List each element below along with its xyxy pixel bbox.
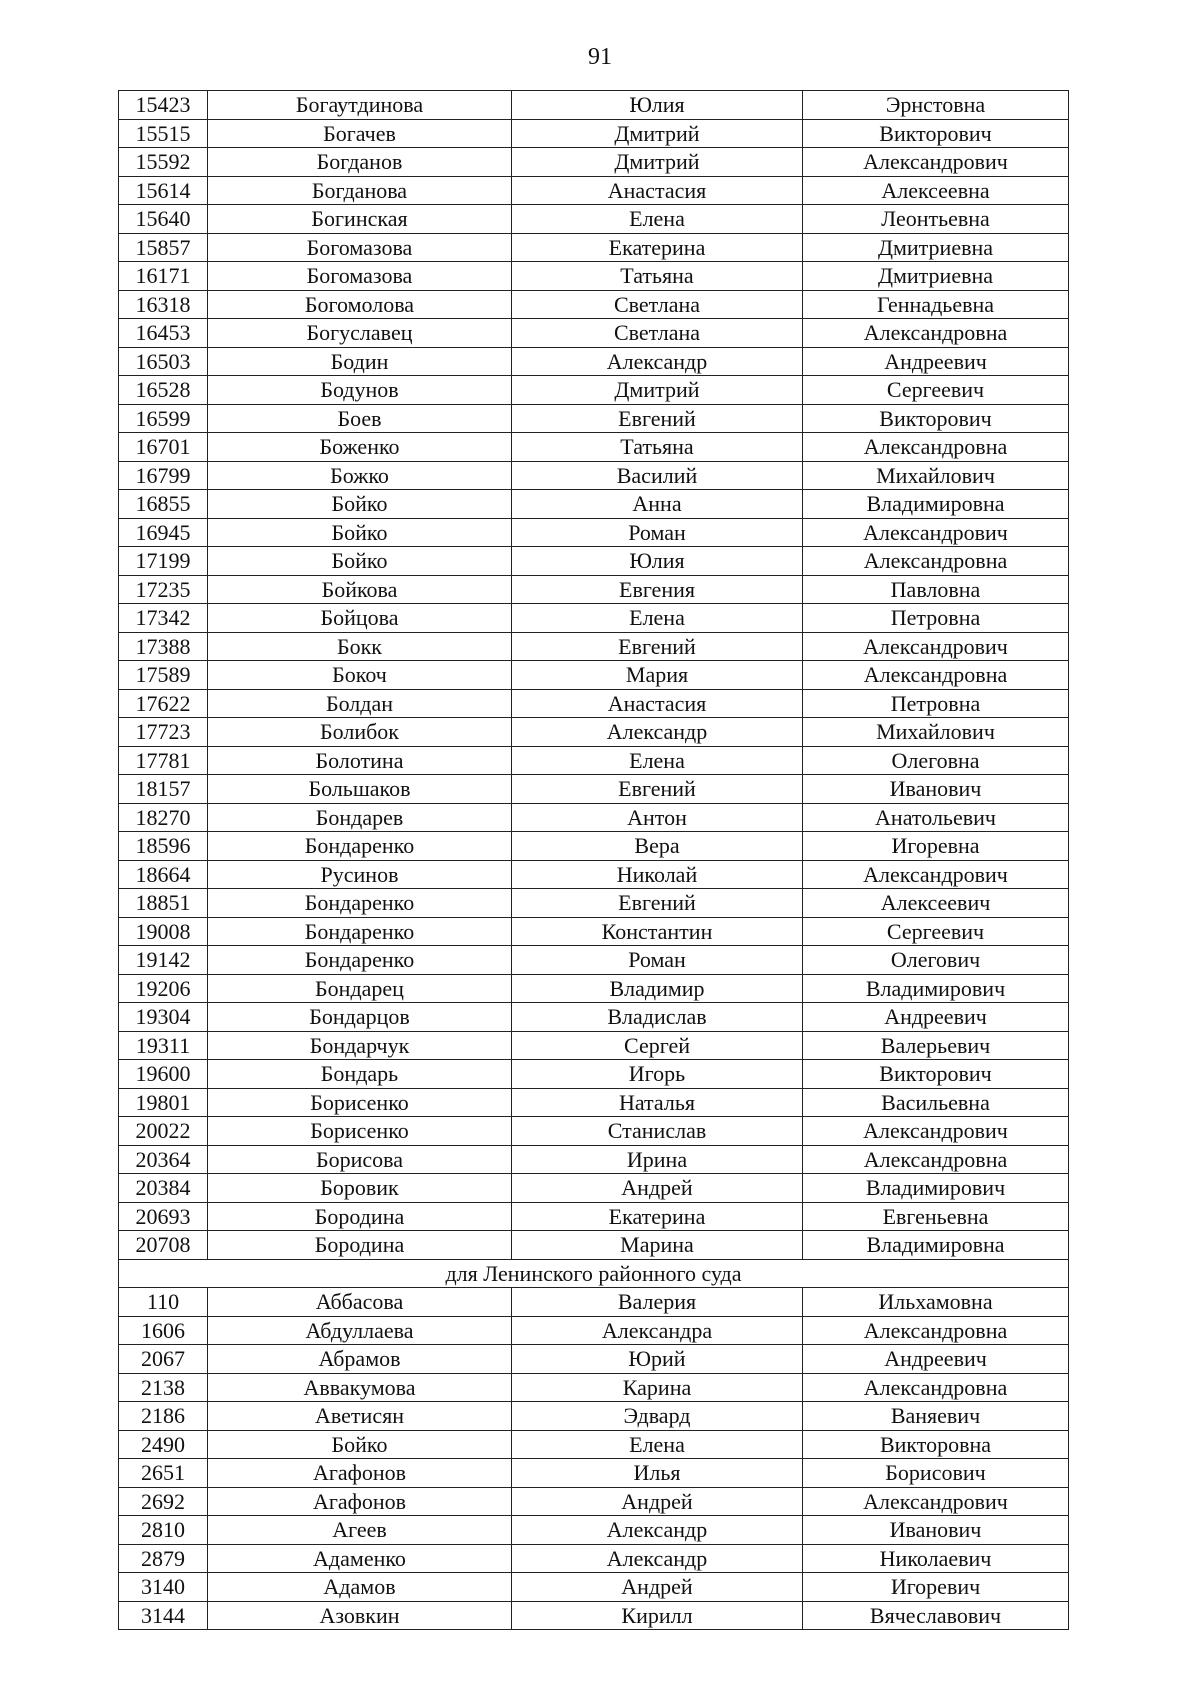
last-name-cell: Богомазова <box>208 233 512 262</box>
first-name-cell: Евгения <box>512 575 803 604</box>
list-number-cell: 110 <box>119 1288 208 1317</box>
table-row <box>119 1402 1069 1431</box>
first-name-cell: Андрей <box>512 1487 803 1516</box>
list-number-cell: 15857 <box>119 233 208 262</box>
last-name-cell: Бондарцов <box>208 1003 512 1032</box>
table-row <box>119 176 1069 205</box>
first-name-cell: Андрей <box>512 1174 803 1203</box>
table-row <box>119 376 1069 405</box>
list-number-cell: 17622 <box>119 689 208 718</box>
last-name-cell: Бодин <box>208 347 512 376</box>
page-number: 91 <box>588 44 612 70</box>
patronymic-cell: Викторович <box>803 119 1069 148</box>
patronymic-cell: Александрович <box>803 860 1069 889</box>
list-number-cell: 16171 <box>119 262 208 291</box>
patronymic-cell: Олеговна <box>803 746 1069 775</box>
table-row <box>119 290 1069 319</box>
last-name-cell: Боев <box>208 404 512 433</box>
table-row <box>119 1231 1069 1260</box>
first-name-cell: Светлана <box>512 290 803 319</box>
list-number-cell: 2067 <box>119 1345 208 1374</box>
last-name-cell: Бойко <box>208 547 512 576</box>
list-number-cell: 3144 <box>119 1601 208 1630</box>
first-name-cell: Николай <box>512 860 803 889</box>
first-name-cell: Дмитрий <box>512 119 803 148</box>
list-number-cell: 17781 <box>119 746 208 775</box>
patronymic-cell: Викторович <box>803 1060 1069 1089</box>
first-name-cell: Илья <box>512 1459 803 1488</box>
list-number-cell: 19142 <box>119 946 208 975</box>
last-name-cell: Адаменко <box>208 1544 512 1573</box>
table-row <box>119 205 1069 234</box>
patronymic-cell: Ваняевич <box>803 1402 1069 1431</box>
patronymic-cell: Борисович <box>803 1459 1069 1488</box>
patronymic-cell: Олегович <box>803 946 1069 975</box>
table-row <box>119 1088 1069 1117</box>
patronymic-cell: Сергеевич <box>803 376 1069 405</box>
last-name-cell: Бойцова <box>208 604 512 633</box>
patronymic-cell: Викторовна <box>803 1430 1069 1459</box>
table-row <box>119 1031 1069 1060</box>
list-number-cell: 16453 <box>119 319 208 348</box>
table-row <box>119 1601 1069 1630</box>
patronymic-cell: Михайлович <box>803 718 1069 747</box>
table-row <box>119 347 1069 376</box>
patronymic-cell: Александрович <box>803 148 1069 177</box>
last-name-cell: Абрамов <box>208 1345 512 1374</box>
last-name-cell: Агафонов <box>208 1487 512 1516</box>
list-number-cell: 2810 <box>119 1516 208 1545</box>
patronymic-cell: Владимировна <box>803 490 1069 519</box>
first-name-cell: Эдвард <box>512 1402 803 1431</box>
table-row <box>119 119 1069 148</box>
first-name-cell: Валерия <box>512 1288 803 1317</box>
list-number-cell: 19304 <box>119 1003 208 1032</box>
first-name-cell: Мария <box>512 661 803 690</box>
patronymic-cell: Александрович <box>803 518 1069 547</box>
list-number-cell: 17235 <box>119 575 208 604</box>
first-name-cell: Дмитрий <box>512 376 803 405</box>
list-number-cell: 16503 <box>119 347 208 376</box>
table-row <box>119 433 1069 462</box>
patronymic-cell: Владимировна <box>803 1231 1069 1260</box>
last-name-cell: Боженко <box>208 433 512 462</box>
table-row <box>119 1288 1069 1317</box>
list-number-cell: 19311 <box>119 1031 208 1060</box>
first-name-cell: Карина <box>512 1373 803 1402</box>
first-name-cell: Юлия <box>512 91 803 120</box>
last-name-cell: Богданова <box>208 176 512 205</box>
last-name-cell: Богуславец <box>208 319 512 348</box>
first-name-cell: Андрей <box>512 1573 803 1602</box>
table-row <box>119 832 1069 861</box>
patronymic-cell: Валерьевич <box>803 1031 1069 1060</box>
table-row <box>119 718 1069 747</box>
last-name-cell: Божко <box>208 461 512 490</box>
first-name-cell: Юлия <box>512 547 803 576</box>
list-number-cell: 16599 <box>119 404 208 433</box>
patronymic-cell: Васильевна <box>803 1088 1069 1117</box>
list-number-cell: 16945 <box>119 518 208 547</box>
last-name-cell: Бойко <box>208 518 512 547</box>
table-row <box>119 404 1069 433</box>
patronymic-cell: Алексеевна <box>803 176 1069 205</box>
first-name-cell: Александра <box>512 1316 803 1345</box>
list-number-cell: 18851 <box>119 889 208 918</box>
first-name-cell: Владимир <box>512 974 803 1003</box>
last-name-cell: Бондарев <box>208 803 512 832</box>
list-number-cell: 20022 <box>119 1117 208 1146</box>
patronymic-cell: Сергеевич <box>803 917 1069 946</box>
patronymic-cell: Эрнстовна <box>803 91 1069 120</box>
first-name-cell: Елена <box>512 1430 803 1459</box>
table-row <box>119 1487 1069 1516</box>
list-number-cell: 19008 <box>119 917 208 946</box>
first-name-cell: Анастасия <box>512 176 803 205</box>
table-row <box>119 1516 1069 1545</box>
first-name-cell: Антон <box>512 803 803 832</box>
table-row <box>119 604 1069 633</box>
last-name-cell: Болдан <box>208 689 512 718</box>
table-row <box>119 689 1069 718</box>
patronymic-cell: Александровна <box>803 433 1069 462</box>
last-name-cell: Богданов <box>208 148 512 177</box>
last-name-cell: Бондарец <box>208 974 512 1003</box>
list-number-cell: 17342 <box>119 604 208 633</box>
list-number-cell: 15592 <box>119 148 208 177</box>
list-number-cell: 16855 <box>119 490 208 519</box>
patronymic-cell: Леонтьевна <box>803 205 1069 234</box>
first-name-cell: Юрий <box>512 1345 803 1374</box>
list-number-cell: 15614 <box>119 176 208 205</box>
last-name-cell: Богаутдинова <box>208 91 512 120</box>
table-row <box>119 1430 1069 1459</box>
list-number-cell: 2879 <box>119 1544 208 1573</box>
table-row <box>119 262 1069 291</box>
last-name-cell: Абдуллаева <box>208 1316 512 1345</box>
table-row <box>119 1003 1069 1032</box>
patronymic-cell: Андреевич <box>803 1003 1069 1032</box>
table-row <box>119 746 1069 775</box>
patronymic-cell: Александровна <box>803 319 1069 348</box>
patronymic-cell: Викторович <box>803 404 1069 433</box>
patronymic-cell: Александрович <box>803 1487 1069 1516</box>
patronymic-cell: Иванович <box>803 775 1069 804</box>
last-name-cell: Азовкин <box>208 1601 512 1630</box>
last-name-cell: Бойкова <box>208 575 512 604</box>
patronymic-cell: Иванович <box>803 1516 1069 1545</box>
patronymic-cell: Александровна <box>803 661 1069 690</box>
first-name-cell: Марина <box>512 1231 803 1260</box>
table-row <box>119 1544 1069 1573</box>
last-name-cell: Русинов <box>208 860 512 889</box>
last-name-cell: Бородина <box>208 1231 512 1260</box>
table-row <box>119 91 1069 120</box>
patronymic-cell: Андреевич <box>803 347 1069 376</box>
last-name-cell: Бондаренко <box>208 946 512 975</box>
table-row <box>119 1316 1069 1345</box>
table-row <box>119 661 1069 690</box>
patronymic-cell: Алексеевич <box>803 889 1069 918</box>
list-number-cell: 20384 <box>119 1174 208 1203</box>
last-name-cell: Бондарь <box>208 1060 512 1089</box>
first-name-cell: Василий <box>512 461 803 490</box>
last-name-cell: Агафонов <box>208 1459 512 1488</box>
first-name-cell: Екатерина <box>512 233 803 262</box>
table-row <box>119 575 1069 604</box>
table-row <box>119 1145 1069 1174</box>
patronymic-cell: Александровна <box>803 1373 1069 1402</box>
table-row <box>119 1459 1069 1488</box>
first-name-cell: Анастасия <box>512 689 803 718</box>
last-name-cell: Болотина <box>208 746 512 775</box>
first-name-cell: Анна <box>512 490 803 519</box>
table-row <box>119 946 1069 975</box>
table-row <box>119 233 1069 262</box>
list-number-cell: 2138 <box>119 1373 208 1402</box>
list-number-cell: 3140 <box>119 1573 208 1602</box>
first-name-cell: Екатерина <box>512 1202 803 1231</box>
patronymic-cell: Александрович <box>803 1117 1069 1146</box>
list-number-cell: 17199 <box>119 547 208 576</box>
list-number-cell: 18664 <box>119 860 208 889</box>
last-name-cell: Аббасова <box>208 1288 512 1317</box>
table-row <box>119 1573 1069 1602</box>
list-number-cell: 1606 <box>119 1316 208 1345</box>
list-number-cell: 16799 <box>119 461 208 490</box>
first-name-cell: Татьяна <box>512 262 803 291</box>
list-number-cell: 2186 <box>119 1402 208 1431</box>
patronymic-cell: Вячеславович <box>803 1601 1069 1630</box>
table-row <box>119 917 1069 946</box>
table-row <box>119 1345 1069 1374</box>
table-row <box>119 632 1069 661</box>
first-name-cell: Елена <box>512 205 803 234</box>
patronymic-cell: Михайлович <box>803 461 1069 490</box>
last-name-cell: Бодунов <box>208 376 512 405</box>
table-row <box>119 974 1069 1003</box>
patronymic-cell: Александрович <box>803 632 1069 661</box>
first-name-cell: Елена <box>512 746 803 775</box>
patronymic-cell: Павловна <box>803 575 1069 604</box>
list-number-cell: 17723 <box>119 718 208 747</box>
table-row <box>119 1202 1069 1231</box>
last-name-cell: Болибок <box>208 718 512 747</box>
first-name-cell: Станислав <box>512 1117 803 1146</box>
first-name-cell: Александр <box>512 347 803 376</box>
table-row <box>119 1174 1069 1203</box>
patronymic-cell: Александровна <box>803 1145 1069 1174</box>
last-name-cell: Борисенко <box>208 1088 512 1117</box>
last-name-cell: Боровик <box>208 1174 512 1203</box>
last-name-cell: Бородина <box>208 1202 512 1231</box>
table-row <box>119 889 1069 918</box>
patronymic-cell: Андреевич <box>803 1345 1069 1374</box>
list-number-cell: 16318 <box>119 290 208 319</box>
patronymic-cell: Петровна <box>803 689 1069 718</box>
patronymic-cell: Петровна <box>803 604 1069 633</box>
first-name-cell: Кирилл <box>512 1601 803 1630</box>
last-name-cell: Богомазова <box>208 262 512 291</box>
list-number-cell: 15515 <box>119 119 208 148</box>
patronymic-cell: Ильхамовна <box>803 1288 1069 1317</box>
first-name-cell: Светлана <box>512 319 803 348</box>
last-name-cell: Агеев <box>208 1516 512 1545</box>
last-name-cell: Адамов <box>208 1573 512 1602</box>
first-name-cell: Александр <box>512 1544 803 1573</box>
list-number-cell: 15423 <box>119 91 208 120</box>
table-row <box>119 1373 1069 1402</box>
table-row <box>119 1060 1069 1089</box>
first-name-cell: Евгений <box>512 632 803 661</box>
list-number-cell: 18596 <box>119 832 208 861</box>
first-name-cell: Игорь <box>512 1060 803 1089</box>
first-name-cell: Александр <box>512 1516 803 1545</box>
patronymic-cell: Геннадьевна <box>803 290 1069 319</box>
first-name-cell: Владислав <box>512 1003 803 1032</box>
table-row <box>119 490 1069 519</box>
first-name-cell: Наталья <box>512 1088 803 1117</box>
last-name-cell: Аввакумова <box>208 1373 512 1402</box>
last-name-cell: Бойко <box>208 1430 512 1459</box>
section-heading-row <box>119 1259 1069 1288</box>
first-name-cell: Ирина <box>512 1145 803 1174</box>
patronymic-cell: Анатольевич <box>803 803 1069 832</box>
list-number-cell: 17589 <box>119 661 208 690</box>
list-number-cell: 16701 <box>119 433 208 462</box>
table-row <box>119 775 1069 804</box>
last-name-cell: Бойко <box>208 490 512 519</box>
section-heading: для Ленинского районного суда <box>119 1259 1069 1288</box>
patronymic-cell: Владимирович <box>803 1174 1069 1203</box>
last-name-cell: Бондарчук <box>208 1031 512 1060</box>
list-number-cell: 2490 <box>119 1430 208 1459</box>
table-row <box>119 860 1069 889</box>
list-number-cell: 2692 <box>119 1487 208 1516</box>
table-row <box>119 148 1069 177</box>
table-row <box>119 1117 1069 1146</box>
table-row <box>119 803 1069 832</box>
first-name-cell: Александр <box>512 718 803 747</box>
first-name-cell: Сергей <box>512 1031 803 1060</box>
patronymic-cell: Игоревна <box>803 832 1069 861</box>
first-name-cell: Роман <box>512 518 803 547</box>
first-name-cell: Елена <box>512 604 803 633</box>
table-row <box>119 518 1069 547</box>
last-name-cell: Бокоч <box>208 661 512 690</box>
first-name-cell: Татьяна <box>512 433 803 462</box>
first-name-cell: Константин <box>512 917 803 946</box>
table-row <box>119 461 1069 490</box>
last-name-cell: Аветисян <box>208 1402 512 1431</box>
first-name-cell: Роман <box>512 946 803 975</box>
list-number-cell: 18270 <box>119 803 208 832</box>
last-name-cell: Большаков <box>208 775 512 804</box>
juror-list-body <box>119 91 1069 1630</box>
patronymic-cell: Дмитриевна <box>803 262 1069 291</box>
list-number-cell: 16528 <box>119 376 208 405</box>
list-number-cell: 17388 <box>119 632 208 661</box>
list-number-cell: 15640 <box>119 205 208 234</box>
list-number-cell: 18157 <box>119 775 208 804</box>
list-number-cell: 20364 <box>119 1145 208 1174</box>
last-name-cell: Богомолова <box>208 290 512 319</box>
last-name-cell: Борисенко <box>208 1117 512 1146</box>
last-name-cell: Богинская <box>208 205 512 234</box>
first-name-cell: Евгений <box>512 775 803 804</box>
patronymic-cell: Игоревич <box>803 1573 1069 1602</box>
last-name-cell: Борисова <box>208 1145 512 1174</box>
patronymic-cell: Дмитриевна <box>803 233 1069 262</box>
list-number-cell: 20708 <box>119 1231 208 1260</box>
list-number-cell: 2651 <box>119 1459 208 1488</box>
first-name-cell: Дмитрий <box>512 148 803 177</box>
list-number-cell: 19600 <box>119 1060 208 1089</box>
list-number-cell: 20693 <box>119 1202 208 1231</box>
patronymic-cell: Владимирович <box>803 974 1069 1003</box>
list-number-cell: 19206 <box>119 974 208 1003</box>
first-name-cell: Евгений <box>512 889 803 918</box>
table-row <box>119 547 1069 576</box>
first-name-cell: Вера <box>512 832 803 861</box>
patronymic-cell: Александровна <box>803 1316 1069 1345</box>
last-name-cell: Богачев <box>208 119 512 148</box>
list-number-cell: 19801 <box>119 1088 208 1117</box>
last-name-cell: Бондаренко <box>208 832 512 861</box>
juror-list-table <box>118 90 1069 1630</box>
first-name-cell: Евгений <box>512 404 803 433</box>
patronymic-cell: Александровна <box>803 547 1069 576</box>
last-name-cell: Бондаренко <box>208 917 512 946</box>
table-row <box>119 319 1069 348</box>
last-name-cell: Бокк <box>208 632 512 661</box>
last-name-cell: Бондаренко <box>208 889 512 918</box>
patronymic-cell: Евгеньевна <box>803 1202 1069 1231</box>
patronymic-cell: Николаевич <box>803 1544 1069 1573</box>
